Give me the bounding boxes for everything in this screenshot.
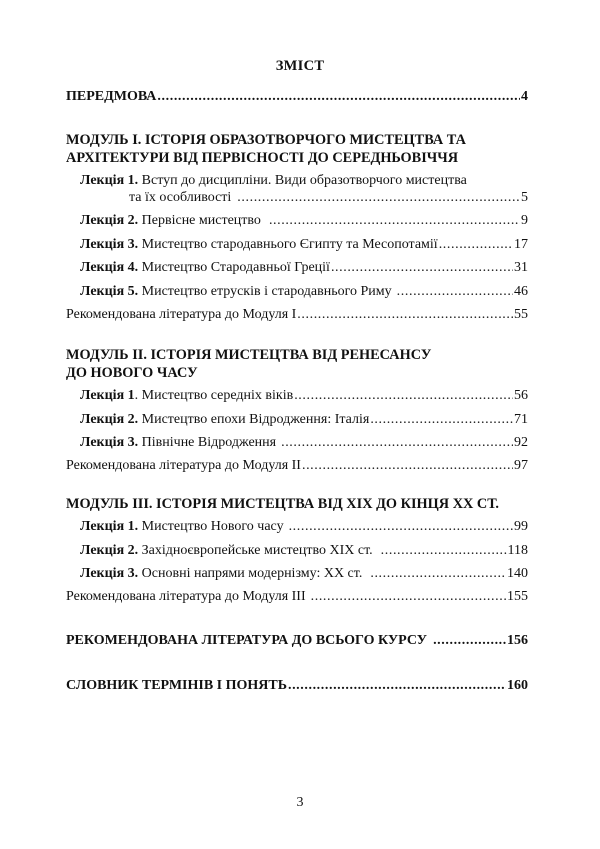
toc-page: 55	[514, 307, 528, 322]
toc-label: РЕКОМЕНДОВАНА ЛІТЕРАТУРА ДО ВСЬОГО КУРСУ	[66, 633, 428, 648]
module-heading-line: МОДУЛЬ І. ІСТОРІЯ ОБРАЗОТВОРЧОГО МИСТЕЦТВА ТА	[66, 132, 466, 148]
lecture-number: Лекція 2.	[80, 543, 139, 558]
leader-dots	[302, 457, 513, 474]
lecture-number: Лекція 4.	[80, 260, 139, 275]
lecture-number: Лекція 1.	[80, 173, 139, 188]
leader-dots	[289, 518, 513, 535]
leader-dots	[237, 189, 520, 206]
toc-entry-lecture[interactable]	[80, 565, 528, 582]
toc-entry-literature[interactable]	[66, 306, 528, 323]
leader-dots	[433, 632, 506, 649]
toc-label: Рекомендована література до Модуля ІІІ	[66, 589, 306, 604]
lecture-number: Лекція 1.	[80, 519, 139, 534]
module-heading-line: АРХІТЕКТУРИ ВІД ПЕРВІСНОСТІ ДО СЕРЕДНЬОВІЧЧЯ	[66, 150, 459, 166]
toc-entry-literature[interactable]	[66, 457, 528, 474]
toc-entry-lecture[interactable]	[80, 283, 528, 300]
toc-entry-lecture[interactable]	[80, 518, 528, 535]
lecture-title: Мистецтво Стародавньої Греції	[141, 260, 330, 275]
toc-page: 92	[514, 435, 528, 450]
lecture-number: Лекція 3.	[80, 566, 139, 581]
leader-dots	[269, 212, 520, 229]
leader-dots	[370, 411, 513, 428]
leader-dots	[370, 565, 506, 582]
lecture-title: Мистецтво етрусків і стародавнього Риму	[141, 284, 392, 299]
toc-page: 4	[521, 89, 528, 104]
toc-page: 99	[514, 519, 528, 534]
toc-label: СЛОВНИК ТЕРМІНІВ І ПОНЯТЬ	[66, 678, 287, 693]
lecture-title: Первісне мистецтво	[141, 213, 261, 228]
leader-dots	[311, 588, 506, 605]
toc-page: 56	[514, 388, 528, 403]
module-heading-line: МОДУЛЬ ІІІ. ІСТОРІЯ МИСТЕЦТВА ВІД ХІХ ДО КІНЦЯ ХХ СТ.	[66, 496, 499, 512]
lecture-title: Північне Відродження	[141, 435, 277, 450]
toc-page: 5	[521, 190, 528, 205]
toc-label: Рекомендована література до Модуля ІІ	[66, 458, 301, 473]
leader-dots	[294, 387, 513, 404]
toc-page: 156	[507, 633, 528, 648]
leader-dots	[281, 434, 513, 451]
leader-dots	[331, 259, 513, 276]
toc-page: 71	[514, 412, 528, 427]
toc-entry-lecture[interactable]	[80, 172, 528, 189]
toc-label: ПЕРЕДМОВА	[66, 89, 157, 104]
toc-page: 17	[514, 237, 528, 252]
module-heading-line: МОДУЛЬ ІІ. ІСТОРІЯ МИСТЕЦТВА ВІД РЕНЕСАНСУ	[66, 347, 432, 363]
lecture-number: Лекція 2.	[80, 412, 139, 427]
toc-page: 155	[507, 589, 528, 604]
leader-dots	[157, 88, 520, 105]
lecture-title-cont: та їх особливості	[129, 190, 232, 205]
toc-entry-lecture[interactable]	[80, 411, 528, 428]
leader-dots	[439, 236, 513, 253]
lecture-title: Мистецтво стародавнього Єгипту та Месопотамії	[141, 237, 438, 252]
toc-entry-lecture[interactable]	[80, 212, 528, 229]
lecture-number: Лекція 5.	[80, 284, 139, 299]
toc-entry-preface[interactable]	[66, 88, 528, 105]
toc-entry-lecture-continuation[interactable]	[129, 189, 528, 206]
toc-page: 140	[507, 566, 528, 581]
lecture-title: . Мистецтво середніх віків	[134, 388, 294, 403]
toc-page: 97	[514, 458, 528, 473]
lecture-title: Мистецтво Нового часу	[141, 519, 284, 534]
lecture-title: Мистецтво епохи Відродження: Італія	[141, 412, 370, 427]
page-title: ЗМІСТ	[275, 58, 325, 74]
leader-dots	[381, 542, 507, 559]
toc-page: 46	[514, 284, 528, 299]
lecture-title: Основні напрями модернізму: ХХ ст.	[141, 566, 363, 581]
toc-entry-lecture[interactable]	[80, 387, 528, 404]
toc-page: 9	[521, 213, 528, 228]
lecture-title: Західноєвропейське мистецтво ХІХ ст.	[141, 543, 373, 558]
lecture-number: Лекція 3.	[80, 435, 139, 450]
toc-label: Рекомендована література до Модуля І	[66, 307, 297, 322]
lecture-number: Лекція 2.	[80, 213, 139, 228]
leader-dots	[288, 677, 506, 694]
page-number: 3	[296, 795, 304, 810]
toc-page: 160	[507, 678, 528, 693]
lecture-title: Вступ до дисципліни. Види образотворчого мистецтва	[141, 173, 467, 188]
toc-entry-lecture[interactable]	[80, 434, 528, 451]
toc-entry-lecture[interactable]	[80, 236, 528, 253]
module-heading[interactable]	[66, 346, 546, 382]
toc-entry-lecture[interactable]	[80, 542, 528, 559]
leader-dots	[297, 306, 513, 323]
module-heading[interactable]	[66, 131, 546, 167]
module-heading[interactable]	[66, 495, 546, 513]
toc-page: 31	[514, 260, 528, 275]
toc-page: 118	[507, 543, 528, 558]
module-heading-line: ДО НОВОГО ЧАСУ	[66, 365, 198, 381]
toc-entry-lecture[interactable]	[80, 259, 528, 276]
lecture-number: Лекція 3.	[80, 237, 139, 252]
leader-dots	[397, 283, 513, 300]
toc-entry-literature[interactable]	[66, 588, 528, 605]
lecture-number: Лекція 1	[80, 388, 135, 403]
toc-entry-course-literature[interactable]	[66, 632, 528, 649]
toc-entry-glossary[interactable]	[66, 677, 528, 694]
